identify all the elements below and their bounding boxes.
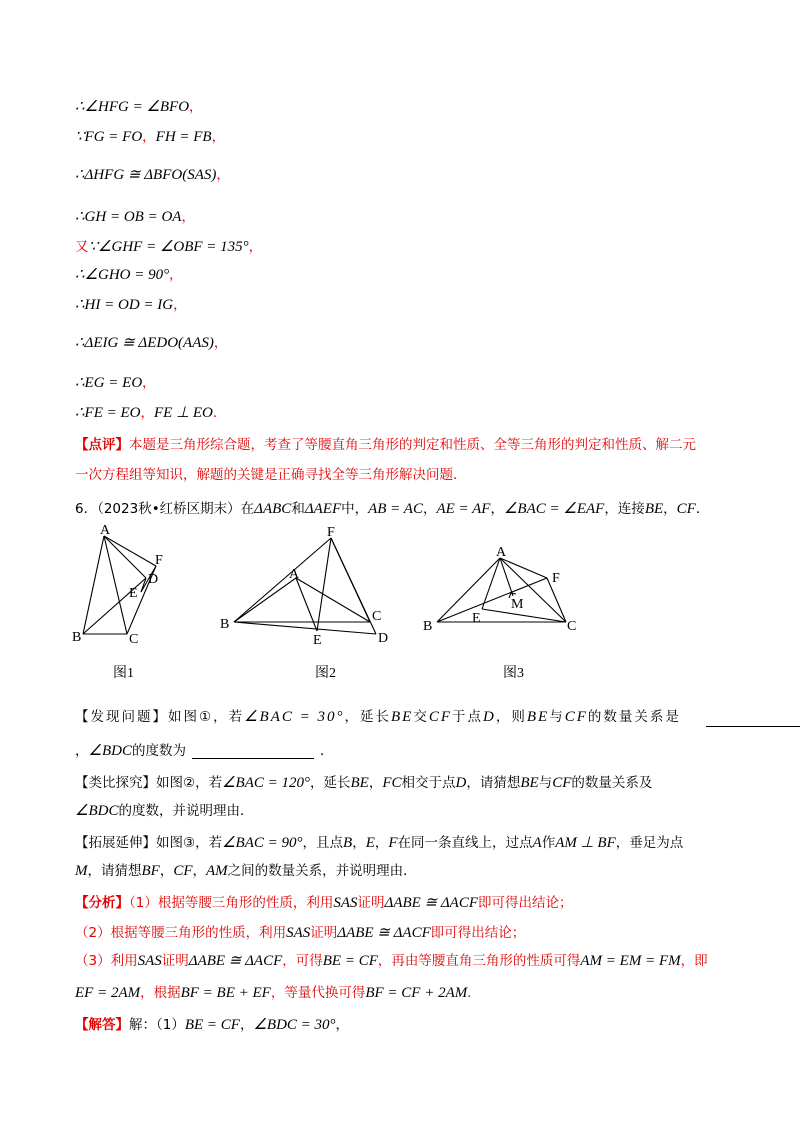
m: SAS [333,895,358,911]
proof-math: ∴EG = EO [75,375,143,391]
comment-line-1 [75,436,696,454]
t: ，根据 [140,985,181,1001]
analysis-line-4 [75,984,481,1002]
t: （3）利用 [75,953,138,969]
fig2-label-a: A [289,567,300,582]
sep-2: ， [490,501,504,517]
problem-number: 6． [75,501,98,517]
problem-statement [75,500,709,518]
t: 解：（1） [129,1017,185,1033]
t: 相交于点 [401,775,456,791]
proof-math: ∵∠GHF = ∠OBF = 135° [88,239,249,255]
t: ，等量代换可得 [270,985,366,1001]
condition-2: AE = AF [436,501,491,517]
figure-3 [418,540,588,640]
m: E [365,835,375,851]
condition-1: AB = AC [368,501,423,517]
extend-label: 【拓展延伸】如图③，若 [75,835,223,851]
proof-tail: ， [169,267,183,283]
m: B [343,835,353,851]
t: ， [239,1017,254,1033]
discover-line-2 [75,742,333,760]
fig3-caption: 图3 [503,666,524,681]
proof-tail: ， [216,167,230,183]
fig2-label-d: D [378,631,389,646]
t: 的度数，并说明理由． [118,803,254,819]
t: ， [368,775,383,791]
angle-bdc: ∠BDC [88,743,132,759]
proof-tail: ， [211,129,226,145]
comment-line-2 [75,466,467,484]
fig3-label-m: M [511,597,524,612]
m: ΔABE ≅ ΔACF [188,953,283,969]
m: M [75,863,88,879]
proof-tail: ， [248,239,263,255]
t: ，且点 [302,835,344,851]
fig2-label-e: E [313,633,322,648]
t: 作 [541,835,556,851]
segment-be: BE [644,501,664,517]
proof-math-2: FH = FB [155,129,212,145]
t: 即可得出结论； [430,925,526,941]
proof-tail: ， [181,209,195,225]
segment-cf: CF [676,501,696,517]
comment-text-1: 本题是三角形综合题，考查了等腰直角三角形的判定和性质、全等三角形的判定和性质、解二元 [129,437,696,453]
fig3-label-f: F [552,571,560,586]
t: （1）根据等腰三角形的性质，利用 [129,895,334,911]
t: ，垂足为点 [615,835,684,851]
fig2-label-b: B [220,617,230,632]
m: BE [520,775,539,791]
proof-math: ∴GH = OB = OA [75,209,182,225]
t: ， [192,863,206,879]
fig2-label-c: C [372,609,382,624]
t: 于点 [452,709,484,725]
m: FC [382,775,402,791]
t: 证明 [310,925,338,941]
proof-tail: ， [213,335,228,351]
t: （2）根据等腰三角形的性质，利用 [75,925,287,941]
proof-math: ∴∠HFG = ∠BFO [75,99,190,115]
figure-1 [60,522,180,652]
m: ΔABE ≅ ΔACF [337,925,431,941]
t: ， [352,835,366,851]
discover-line-1 [75,708,681,726]
t: 的数量关系是 [587,709,681,725]
proof-math-2: FE ⊥ EO [154,405,213,421]
m: CF [173,863,193,879]
fig1-label-d: D [148,572,159,587]
m: F [388,835,398,851]
t: ． [467,985,481,1001]
sep-3: ， [663,501,677,517]
fig1-label-a: A [100,523,111,538]
t: 之间的数量关系，并说明理由． [227,863,417,879]
problem-source: （2023秋•红桥区期末）在 [97,501,255,517]
t: 的数量关系及 [571,775,653,791]
fig3-label-b: B [423,619,433,634]
t: 证明 [357,895,385,911]
fig1-label-c: C [129,632,139,647]
angle-bdc: ∠BDC [75,803,119,819]
problem-in: 中， [341,501,369,517]
m: BF = CF + 2AM [365,985,468,1001]
extend-line-1 [75,834,683,852]
t: 与 [549,709,565,725]
m: BE = CF [184,1017,240,1033]
comment-text-2: 一次方程组等知识，解题的关键是正确寻找全等三角形解决问题． [75,467,467,483]
fig1-label-f: F [155,553,163,568]
m: SAS [137,953,162,969]
analysis-line-3 [75,952,708,970]
proof-math: ∴∠GHO = 90° [75,267,170,283]
proof-tail: ， [189,99,203,115]
t: ， [335,1017,350,1033]
t: ，可得 [282,953,323,969]
m: BE [391,709,414,725]
t: 的度数为 [131,743,186,759]
proof-prefix: 又 [75,239,89,255]
angle-bac-120: ∠BAC = 120° [222,775,311,791]
t: ，请猜想 [466,775,521,791]
m: BE = CF [322,953,378,969]
proof-line [75,238,262,256]
proof-math: ∴HI = OD = IG [75,297,174,313]
m: BE [526,709,550,725]
proof-line [75,128,225,146]
sep-1: ， [422,501,437,517]
proof-line [75,296,187,314]
proof-line [75,208,195,226]
fig3-label-a: A [496,545,507,560]
proof-line [75,334,227,352]
proof-math: ∴FE = EO [75,405,141,421]
problem-and: 和 [291,501,305,517]
proof-tail: ． [212,405,227,421]
t: ， [75,743,89,759]
proof-tail: ， [142,375,156,391]
figure-2 [215,522,395,652]
analysis-line-2 [75,924,525,942]
answer-blank-2[interactable] [192,744,314,759]
analysis-label: 【分析】 [75,895,129,911]
answer-blank-1[interactable] [706,712,800,727]
t: ，即 [680,953,708,969]
analogy-line-2 [75,802,253,820]
m: BF = BE + EF [180,985,271,1001]
angle-bac-90: ∠BAC = 90° [222,835,303,851]
proof-sep: ， [140,405,154,421]
fig1-label-b: B [72,630,82,645]
t: ，延长 [344,709,392,725]
m: AM [206,863,228,879]
proof-line [75,166,230,184]
t: 即可得出结论； [478,895,573,911]
answer-label: 【解答】 [75,1017,129,1033]
t: ， [374,835,389,851]
m: CF [428,709,453,725]
fig3-label-e: E [472,611,481,626]
fig2-label-f: F [327,525,335,540]
problem-connect: ，连接 [604,501,645,517]
proof-line [75,404,226,422]
m: AM = EM = FM [580,953,681,969]
proof-line [75,98,203,116]
answer-line [75,1016,349,1034]
t: ，延长 [310,775,351,791]
t: ，再由等腰直角三角形的性质可得 [377,953,581,969]
triangle-abc: ΔABC [254,501,292,517]
m: D [483,709,496,725]
m: A [532,835,542,851]
m: ∠BDC = 30° [253,1017,336,1033]
analogy-line-1 [75,774,652,792]
proof-math: ∵FG = FO [75,129,143,145]
t: ，请猜想 [87,863,142,879]
triangle-aef: ΔAEF [304,501,342,517]
m: BF [141,863,160,879]
m: EF = 2AM [75,985,141,1001]
m: D [455,775,467,791]
analogy-label: 【类比探究】如图②，若 [75,775,223,791]
extend-line-2 [75,862,417,880]
m: BE [350,775,369,791]
m: SAS [286,925,311,941]
m: AM ⊥ BF [555,835,616,851]
t: 在同一条直线上，过点 [397,835,533,851]
fig1-label-e: E [129,586,138,601]
t: ， [159,863,174,879]
condition-3: ∠BAC = ∠EAF [503,501,605,517]
proof-sep: ， [142,129,156,145]
fig1-caption: 图1 [113,666,134,681]
t: 交 [413,709,429,725]
m: ΔABE ≅ ΔACF [384,895,479,911]
t: ，则 [495,709,527,725]
proof-math: ∴ΔHFG ≅ ΔBFO(SAS) [75,167,217,183]
t: 证明 [161,953,189,969]
problem-end: ． [695,501,710,517]
comment-label: 【点评】 [75,437,129,453]
t: 与 [538,775,553,791]
proof-tail: ， [173,297,187,313]
m: CF [564,709,588,725]
proof-math: ∴ΔEIG ≅ ΔEDO(AAS) [75,335,214,351]
proof-line [75,374,156,392]
discover-label: 【发现问题】如图①，若 [75,709,245,725]
angle-bac-30: ∠BAC = 30° [244,709,345,725]
analysis-line-1 [75,894,573,912]
proof-line [75,266,183,284]
m: CF [552,775,572,791]
fig2-caption: 图2 [315,666,336,681]
fig3-label-c: C [567,619,577,634]
t: ． [319,743,334,759]
